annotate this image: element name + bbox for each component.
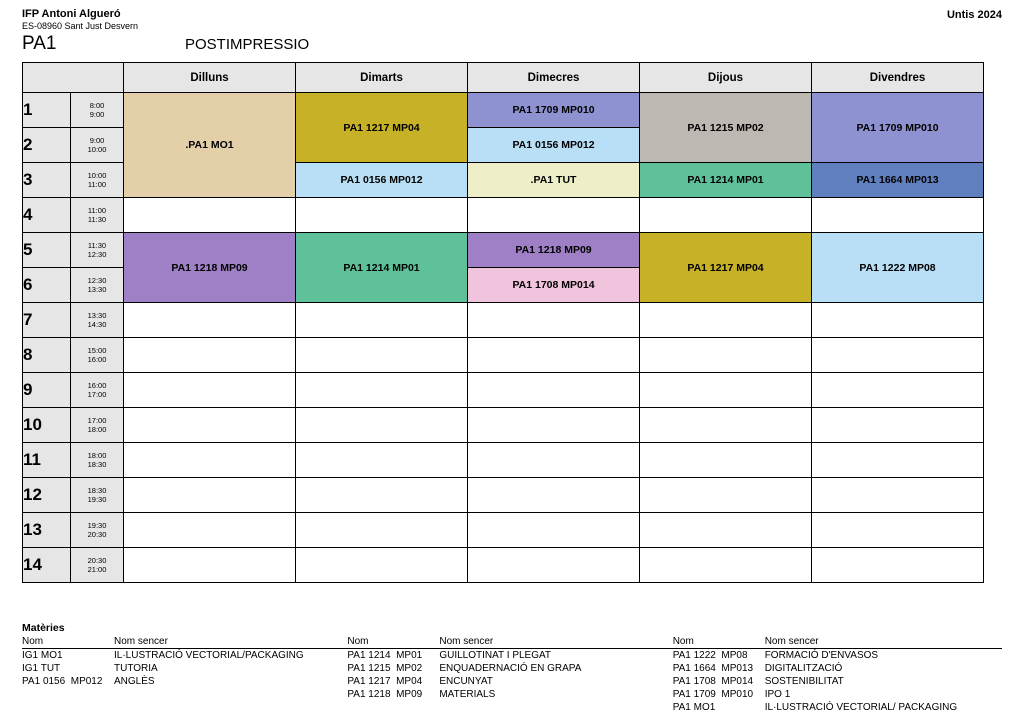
period-time [71,233,124,268]
legend-full: FORMACIÓ D'ENVASOS [764,650,879,661]
list-item [673,649,1002,662]
school-address: ES-08960 Sant Just Desvern [22,21,139,31]
period-time [71,93,124,128]
table-row [23,93,984,128]
day-header-tuesday: Dimarts [296,63,468,93]
list-item [347,662,672,675]
legend-full: IL·LUSTRACIÓ VECTORIAL/ PACKAGING [764,702,958,713]
lesson-cell-empty[interactable] [640,408,812,443]
legend-column-header [673,636,1002,649]
period-time [71,303,124,338]
legend-code: PA1 1218 MP09 [347,689,423,700]
lesson-cell-empty[interactable] [812,373,984,408]
period-number: 5 [23,233,71,268]
legend-code: IG1 TUT [22,663,61,674]
lesson-cell-empty[interactable] [640,548,812,583]
period-number: 13 [23,513,71,548]
lesson-cell-empty[interactable] [812,548,984,583]
legend-code: PA1 1709 MP010 [672,689,754,700]
lesson-cell-empty[interactable] [124,338,296,373]
period-time-from: 15:00 [87,346,107,355]
legend-full: SOSTENIBILITAT [764,676,844,687]
day-header-thursday: Dijous [640,63,812,93]
lesson-cell-empty[interactable] [296,303,468,338]
lesson-cell-empty[interactable] [124,198,296,233]
lesson-cell-empty[interactable] [812,408,984,443]
period-number: 10 [23,408,71,443]
legend-code: PA1 1708 MP014 [672,676,754,687]
period-number: 9 [23,373,71,408]
lesson-cell-empty[interactable] [296,408,468,443]
period-time-from: 10:00 [87,171,107,180]
lesson-cell-empty[interactable] [124,513,296,548]
period-time [71,163,124,198]
document-header [22,8,138,32]
period-time-to: 18:30 [87,460,107,469]
period-time-to: 14:30 [87,320,107,329]
lesson-cell-empty[interactable] [124,548,296,583]
legend-code: IG1 MO1 [22,650,63,661]
table-row [23,303,984,338]
list-item [22,675,347,688]
timetable-header-row [23,63,984,93]
lesson-cell-empty[interactable] [812,338,984,373]
period-number: 2 [23,128,71,163]
lesson-cell[interactable]: PA1 1708 MP014 [468,268,640,303]
lesson-cell-empty[interactable] [640,373,812,408]
table-row [23,233,984,268]
period-number: 3 [23,163,71,198]
period-time [71,373,124,408]
lesson-cell-empty[interactable] [640,338,812,373]
legend-header-name: Nom [672,636,694,647]
period-number: 11 [23,443,71,478]
legend-column-2 [347,636,672,714]
period-number: 1 [23,93,71,128]
legend-full: DIGITALITZACIÓ [764,663,843,674]
page-title: POSTIMPRESSIO [185,36,310,53]
period-time-from: 18:30 [87,486,107,495]
legend-columns [22,636,1002,714]
period-number: 7 [23,303,71,338]
period-time-from: 8:00 [89,101,105,110]
lesson-cell-empty[interactable] [468,443,640,478]
legend-full: IL·LUSTRACIÓ VECTORIAL/PACKAGING [114,650,304,661]
legend-code: PA1 1215 MP02 [347,663,423,674]
lesson-cell[interactable]: PA1 1217 MP04 [640,233,812,303]
lesson-cell-empty[interactable] [640,513,812,548]
legend-full: ANGLÈS [114,676,155,687]
legend-header-name: Nom [22,636,44,647]
lesson-cell-empty[interactable] [296,478,468,513]
period-time-to: 18:00 [87,425,107,434]
list-item [347,675,672,688]
period-time-to: 19:30 [87,495,107,504]
table-row [23,373,984,408]
lesson-cell-empty[interactable] [124,303,296,338]
legend-code: PA1 1222 MP08 [672,650,748,661]
lesson-cell[interactable]: PA1 1218 MP09 [124,233,296,303]
period-time [71,338,124,373]
lesson-cell-empty[interactable] [296,373,468,408]
legend-title: Matèries [22,622,65,634]
lesson-cell-empty[interactable] [296,198,468,233]
legend-full: ENCUNYAT [439,676,493,687]
period-time-to: 11:00 [87,180,107,189]
corner-cell [23,63,124,93]
period-time-from: 17:00 [87,416,107,425]
list-item [347,688,672,701]
legend-column-3 [673,636,1002,714]
legend-full: MATERIALS [439,689,496,700]
lesson-cell-empty[interactable] [640,303,812,338]
subject-legend [22,622,1002,714]
app-version-label: Untis 2024 [946,9,1002,21]
lesson-cell[interactable]: PA1 1709 MP010 [812,93,984,163]
legend-header-full: Nom sencer [114,636,168,647]
lesson-cell-empty[interactable] [124,408,296,443]
list-item [347,649,672,662]
period-number: 8 [23,338,71,373]
lesson-cell[interactable]: PA1 1709 MP010 [468,93,640,128]
lesson-cell-empty[interactable] [468,548,640,583]
period-time-from: 11:00 [87,206,107,215]
lesson-cell-empty[interactable] [468,198,640,233]
day-header-wednesday: Dimecres [468,63,640,93]
title-row [22,33,1002,55]
list-item [22,662,347,675]
table-row [23,338,984,373]
lesson-cell-empty[interactable] [124,373,296,408]
lesson-cell-empty[interactable] [124,443,296,478]
table-row [23,198,984,233]
lesson-cell-empty[interactable] [468,338,640,373]
period-time [71,548,124,583]
legend-code: PA1 0156 MP012 [22,676,103,687]
lesson-cell-empty[interactable] [812,198,984,233]
lesson-cell-empty[interactable] [812,443,984,478]
lesson-cell-empty[interactable] [812,478,984,513]
period-time-from: 13:30 [87,311,107,320]
lesson-cell[interactable]: PA1 1218 MP09 [468,233,640,268]
period-number: 12 [23,478,71,513]
lesson-cell[interactable]: PA1 1217 MP04 [296,93,468,163]
legend-full: IPO 1 [764,689,791,700]
period-time-from: 11:30 [87,241,107,250]
period-time-to: 20:30 [87,530,107,539]
day-header-monday: Dilluns [124,63,296,93]
legend-header-full: Nom sencer [764,636,819,647]
lesson-cell[interactable]: PA1 1222 MP08 [812,233,984,303]
table-row [23,513,984,548]
legend-code: PA1 MO1 [672,702,716,713]
lesson-cell-empty[interactable] [124,478,296,513]
school-name: IFP Antoni Algueró [22,8,121,20]
list-item [673,662,1002,675]
lesson-cell-empty[interactable] [296,338,468,373]
lesson-cell-empty[interactable] [468,303,640,338]
period-time-from: 16:00 [87,381,107,390]
table-row [23,408,984,443]
lesson-cell[interactable]: .PA1 MO1 [124,93,296,198]
period-time-to: 10:00 [87,145,107,154]
table-row [23,548,984,583]
period-time [71,478,124,513]
lesson-cell-empty[interactable] [468,408,640,443]
period-number: 14 [23,548,71,583]
legend-full: GUILLOTINAT I PLEGAT [439,650,552,661]
lesson-cell[interactable]: PA1 1214 MP01 [640,163,812,198]
timetable [22,62,984,583]
period-time-from: 18:00 [87,451,107,460]
period-time [71,513,124,548]
period-time-to: 17:00 [87,390,107,399]
lesson-cell-empty[interactable] [640,198,812,233]
lesson-cell-empty[interactable] [640,478,812,513]
period-time [71,268,124,303]
lesson-cell-empty[interactable] [468,513,640,548]
legend-header-name: Nom [347,636,369,647]
lesson-cell[interactable]: PA1 0156 MP012 [296,163,468,198]
period-number: 6 [23,268,71,303]
class-code: PA1 [22,33,57,54]
list-item [673,701,1002,714]
legend-full: ENQUADERNACIÓ EN GRAPA [439,663,582,674]
period-time-from: 20:30 [87,556,107,565]
legend-code: PA1 1214 MP01 [347,650,423,661]
list-item [673,675,1002,688]
lesson-cell-empty[interactable] [296,548,468,583]
lesson-cell-empty[interactable] [468,373,640,408]
list-item [22,649,347,662]
legend-code: PA1 1217 MP04 [347,676,423,687]
table-row [23,478,984,513]
period-time-to: 11:30 [87,215,107,224]
legend-column-1 [22,636,347,714]
table-row [23,443,984,478]
period-time-to: 13:30 [87,285,107,294]
period-time [71,408,124,443]
lesson-cell[interactable]: PA1 1215 MP02 [640,93,812,163]
legend-column-header [22,636,347,649]
lesson-cell[interactable]: .PA1 TUT [468,163,640,198]
legend-header-full: Nom sencer [439,636,494,647]
period-time-to: 12:30 [87,250,107,259]
lesson-cell-empty[interactable] [812,303,984,338]
lesson-cell[interactable]: PA1 1664 MP013 [812,163,984,198]
period-time-to: 21:00 [87,565,107,574]
period-time-from: 12:30 [87,276,107,285]
lesson-cell-empty[interactable] [640,443,812,478]
period-number: 4 [23,198,71,233]
day-header-friday: Divendres [812,63,984,93]
period-time [71,198,124,233]
period-time [71,128,124,163]
period-time-from: 9:00 [89,136,105,145]
legend-code: PA1 1664 MP013 [672,663,754,674]
lesson-cell[interactable]: PA1 0156 MP012 [468,128,640,163]
period-time-from: 19:30 [87,521,107,530]
list-item [673,688,1002,701]
lesson-cell-empty[interactable] [812,513,984,548]
legend-full: TUTORIA [114,663,158,674]
period-time [71,443,124,478]
period-time-to: 9:00 [89,110,105,119]
lesson-cell-empty[interactable] [468,478,640,513]
lesson-cell-empty[interactable] [296,513,468,548]
lesson-cell-empty[interactable] [296,443,468,478]
legend-column-header [347,636,672,649]
period-time-to: 16:00 [87,355,107,364]
lesson-cell[interactable]: PA1 1214 MP01 [296,233,468,303]
